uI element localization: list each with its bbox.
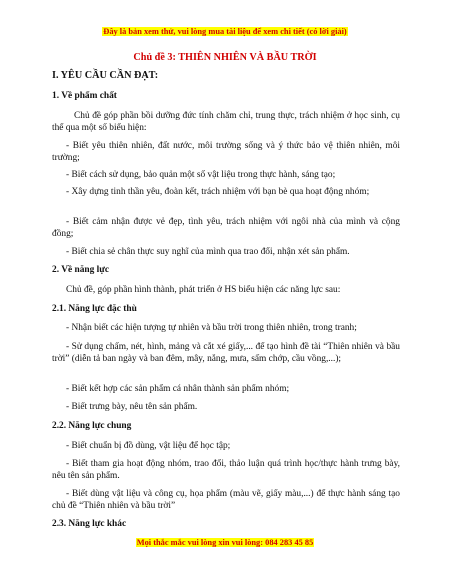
general-competency-item: - Biết dùng vật liệu và công cụ, họa phẩm (màu vẽ, giấy màu,...) để thực hành sáng tạo chủ đề “Thiên nhiên và bầu trời”	[52, 489, 400, 511]
competencies-intro: Chủ đề, góp phần hình thành, phát triển ở HS biểu hiện các năng lực sau:	[66, 285, 341, 295]
quality-item: - Biết cảm nhận được vẻ đẹp, tình yêu, trách nhiệm với ngôi nhà của mình và cộng đồng;	[52, 217, 400, 239]
contact-footer	[0, 538, 450, 547]
section-heading-requirements: I. YÊU CẦU CẦN ĐẠT:	[52, 70, 159, 81]
heading-other-competencies: 2.3. Năng lực khác	[52, 519, 127, 529]
heading-general-competencies: 2.2. Năng lực chung	[52, 421, 132, 431]
specific-competency-item: - Biết trưng bày, nêu tên sản phẩm.	[66, 402, 198, 412]
heading-qualities: 1. Về phẩm chất	[52, 91, 117, 101]
preview-notice-text: Đây là bản xem thử, vui lòng mua tài liệu để xem chi tiết (có lời giải)	[103, 27, 347, 36]
heading-competencies: 2. Về năng lực	[52, 265, 110, 275]
quality-item: - Biết yêu thiên nhiên, đất nước, môi trường sống và ý thức bảo vệ thiên nhiên, môi trường;	[52, 141, 400, 163]
specific-competency-item: - Biết kết hợp các sản phẩm cá nhân thành sản phẩm nhóm;	[66, 384, 290, 394]
general-competency-item: - Biết tham gia hoạt động nhóm, trao đổi, thảo luận quá trình học/thực hành trưng bày, nêu tên sản phẩm.	[52, 459, 400, 481]
topic-title: Chủ đề 3: THIÊN NHIÊN VÀ BẦU TRỜI	[133, 52, 317, 63]
specific-competency-item: - Nhận biết các hiện tượng tự nhiên và bầu trời trong thiên nhiên, trong tranh;	[66, 323, 357, 333]
specific-competency-item: - Sử dụng chấm, nét, hình, mảng và cắt xé giấy,... để tạo hình đề tài “Thiên nhiên và bầu trời” (diễn tả ban ngày và ban đêm, mây, nắng, mưa, sấm chớp, cầu vồng,...);	[52, 342, 400, 364]
heading-specific-competencies: 2.1. Năng lực đặc thù	[52, 304, 137, 314]
quality-item: - Xây dựng tinh thần yêu, đoàn kết, trách nhiệm với bạn bè qua hoạt động nhóm;	[66, 187, 370, 197]
quality-item: - Biết cách sử dụng, bảo quản một số vật liệu trong thực hành, sáng tạo;	[66, 170, 336, 180]
contact-footer-text: Mọi thắc mắc vui lòng xin vui lòng: 084 283 45 85	[136, 538, 314, 547]
qualities-intro: Chủ đề góp phần bồi dưỡng đức tính chăm chỉ, trung thực, trách nhiệm ở học sinh, cụ thể qua một số biểu hiện:	[52, 111, 400, 133]
general-competency-item: - Biết chuẩn bị đồ dùng, vật liệu để học tập;	[66, 441, 231, 451]
quality-item: - Biết chia sẻ chân thực suy nghĩ của mình qua trao đổi, nhận xét sản phẩm.	[66, 247, 350, 257]
preview-notice	[0, 27, 450, 36]
